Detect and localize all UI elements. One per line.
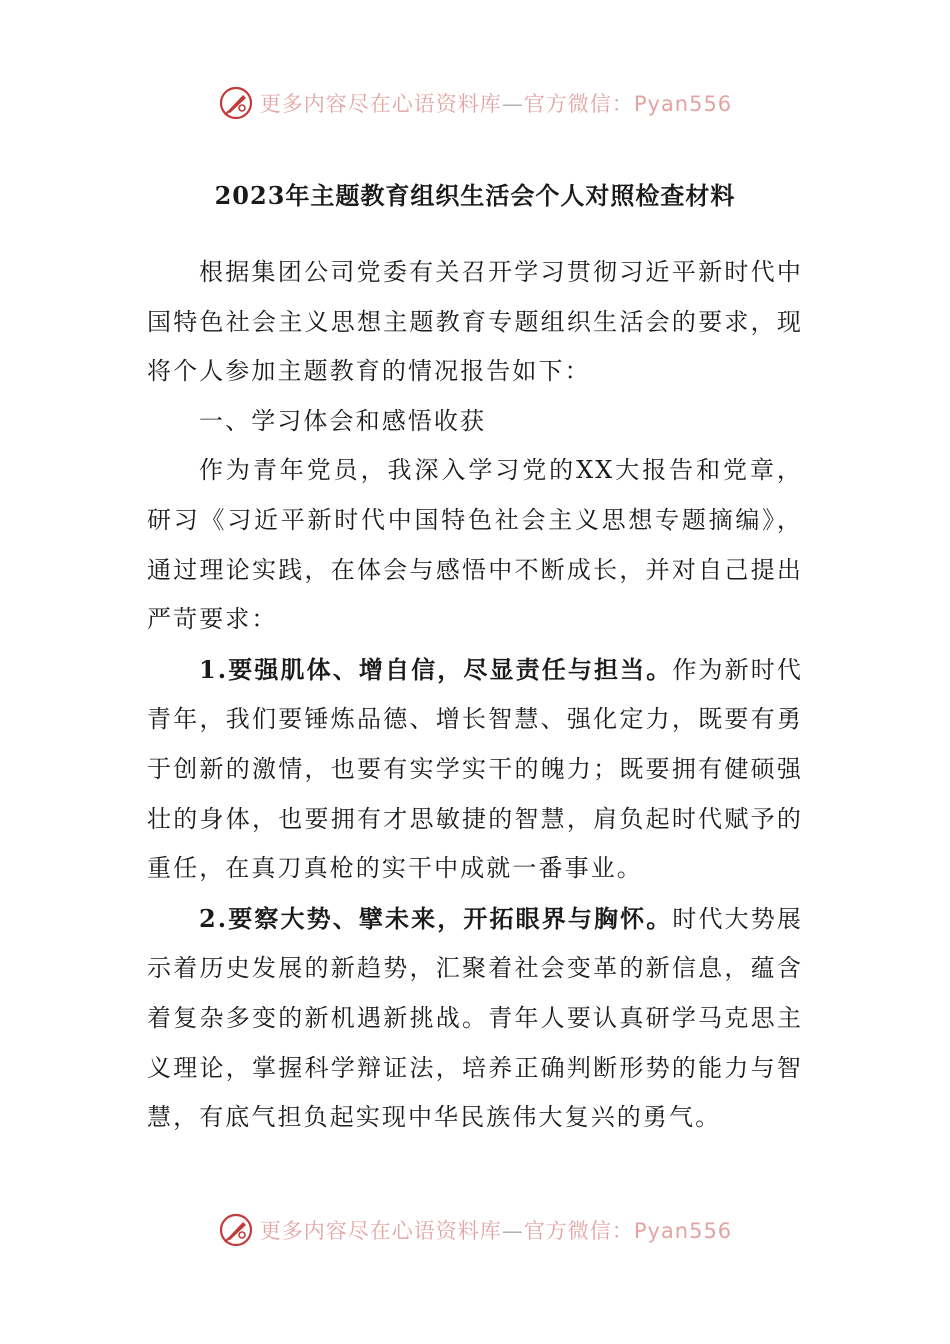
- quill-logo-icon: [218, 1212, 254, 1248]
- point-2-body: 时代大势展示着历史发展的新趋势，汇聚着社会变革的新信息，蕴含着复杂多变的新机遇新挑战。青年人要认真研学马克思主义理论，掌握科学辩证法，培养正确判断形势的能力与智慧，有底气担负起实现中华民族伟大复兴的勇气。: [147, 904, 803, 1132]
- intro-paragraph: 根据集团公司党委有关召开学习贯彻习近平新时代中国特色社会主义思想主题教育专题组织生活会的要求，现将个人参加主题教育的情况报告如下：: [147, 258, 803, 386]
- point-2-paragraph: [147, 894, 803, 1143]
- watermark-text: 更多内容尽在心语资料库—官方微信：Pyan556: [259, 92, 733, 116]
- document-body: [147, 248, 803, 1143]
- point-2-heading: 2.要察大势、擘未来，开拓眼界与胸怀。: [199, 903, 673, 933]
- header-watermark-banner: [0, 81, 950, 125]
- section-heading: 一、学习体会和感悟收获: [199, 406, 487, 435]
- quill-logo-icon: [218, 85, 254, 121]
- point-1-paragraph: [147, 645, 803, 894]
- footer-watermark-banner: [0, 1208, 950, 1252]
- point-1-body: 作为新时代青年，我们要锤炼品德、增长智慧、强化定力，既要有勇于创新的激情，也要有实学实干的魄力；既要拥有健硕强壮的身体，也要拥有才思敏捷的智慧，肩负起时代赋予的重任，在真刀真枪的实干中成就一番事业。: [147, 655, 803, 883]
- watermark-text: 更多内容尽在心语资料库—官方微信：Pyan556: [259, 1219, 733, 1243]
- document-title: 2023年主题教育组织生活会个人对照检查材料: [214, 181, 736, 210]
- section-body-paragraph: 作为青年党员，我深入学习党的XX大报告和党章，研习《习近平新时代中国特色社会主义思想专题摘编》，通过理论实践，在体会与感悟中不断成长，并对自己提出严苛要求：: [147, 456, 803, 634]
- point-1-heading: 1.要强肌体、增自信，尽显责任与担当。: [199, 654, 673, 684]
